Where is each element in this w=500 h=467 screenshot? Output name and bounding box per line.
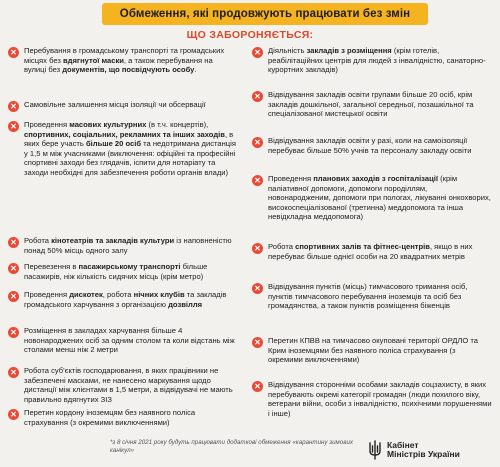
- restriction-text: Робота суб'єктів господарювання, в яких працівники не забезпечені масками, не нанесено маркування щодо дистанції між клієнтами в 1,5 метри, а відвідувачі не мають правильно вдягнутих ЗІЗ: [24, 366, 233, 404]
- trident-icon: [368, 440, 382, 460]
- restriction-text: Проведення дискотек, робота нічних клубів та закладів громадського харчування з організацією дозвілля: [24, 290, 227, 309]
- restriction-item: [252, 242, 492, 261]
- restriction-item: [252, 174, 492, 222]
- restriction-text: Робота кінотеатрів та закладів культури із наповненістю понад 50% місць одного залу: [24, 236, 232, 255]
- restriction-item: [252, 90, 492, 119]
- restriction-text: Перевезення в пасажирському транспорті більше пасажирів, ніж кількість сидячих місць (крім метро): [24, 262, 208, 281]
- restriction-item: [8, 262, 236, 281]
- restriction-text: Самовільне залишення місця ізоляції чи обсервації: [24, 100, 206, 109]
- x-circle-icon: ✕: [8, 263, 19, 274]
- restriction-text: Перебування в громадському транспорті та громадських місцях без вдягнутої маски, а також перебування на вулиці без документів, що посвідчують особу.: [24, 46, 225, 75]
- section-subtitle: ЩО ЗАБОРОНЯЄТЬСЯ:: [186, 29, 314, 41]
- restriction-item: [8, 46, 236, 75]
- restriction-text: Відвідування сторонніми особами закладів соцзахисту, в яких перебувають окремі категорії громадян (люди похилого віку, ветерани війни, особи з інвалідністю, психічними порушеннями і інше): [268, 380, 492, 418]
- restriction-text: Проведення масових культурних (в т.ч. концертів), спортивних, соціальних, рекламних та інших заходів, в яких бере участь більше 20 осіб та недотримана дистанція у 1,5 м між учасниками (виключення: офіційні та професійні спортивні заходи без глядачів, іспити для нотаріату та заходи необхідні для забезпечення роботи органів влади): [24, 120, 236, 177]
- restriction-text: Розміщення в закладах харчування більше 4 новонароджених осіб за одним столом та коли відстань між столами менш ніж 2 метри: [24, 326, 235, 355]
- restriction-item: [8, 290, 236, 309]
- x-circle-icon: ✕: [8, 327, 19, 338]
- restriction-text: Діяльність закладів з розміщення (крім готелів, реабілітаційних центрів для людей з інвалідністю, санаторно-курортних закладів): [268, 46, 486, 75]
- x-circle-icon: ✕: [8, 367, 19, 378]
- restriction-item: [8, 100, 236, 112]
- restriction-item: [8, 236, 236, 255]
- restriction-item: [252, 136, 492, 155]
- x-circle-icon: ✕: [252, 381, 263, 392]
- x-circle-icon: ✕: [252, 47, 263, 58]
- restriction-text: Відвідування пунктів (місць) тимчасового тримання осіб, пунктів тимчасового перебування іноземців та осіб без громадянства, а також пунктів розміщення біженців: [268, 282, 468, 311]
- x-circle-icon: ✕: [252, 137, 263, 148]
- restriction-item: [8, 408, 236, 427]
- footnote: *з 8 січня 2021 року будуть працювати додаткові обмеження «карантину зимових канікул»: [110, 439, 354, 454]
- logo-line-1: Кабінет: [387, 439, 419, 450]
- x-circle-icon: ✕: [252, 175, 263, 186]
- restriction-item: [252, 380, 492, 418]
- x-circle-icon: ✕: [252, 283, 263, 294]
- restriction-item: [8, 120, 236, 178]
- x-circle-icon: ✕: [8, 47, 19, 58]
- x-circle-icon: ✕: [8, 121, 19, 132]
- x-circle-icon: ✕: [8, 291, 19, 302]
- x-circle-icon: ✕: [252, 337, 263, 348]
- restriction-item: [252, 282, 492, 311]
- x-circle-icon: ✕: [8, 237, 19, 248]
- restriction-item: [252, 46, 492, 75]
- cabinet-logo: [368, 440, 460, 460]
- restriction-text: Перетин КПВВ на тимчасово окуповані території ОРДЛО та Крим іноземцями без наявного поліса страхування (з окремими виключеннями): [268, 336, 479, 365]
- restriction-text: Проведення планових заходів з госпіталізації (крім паліативної допомоги, допомоги породіллям, новонародженим, допомоги при пологах, лікуванні онкохворих, високоспеціалізованої (третинна) меддопомога та інша невідкладна меддопомога): [268, 174, 491, 222]
- restriction-item: [252, 336, 492, 365]
- restriction-text: Відвідування закладів освіти у разі, коли на самоізоляції перебуває більше 50% учнів та персоналу закладу освіти: [268, 136, 472, 155]
- logo-line-2: Міністрів України: [387, 449, 460, 459]
- title-banner: [102, 3, 428, 25]
- x-circle-icon: ✕: [252, 243, 263, 254]
- x-circle-icon: ✕: [8, 409, 19, 420]
- restriction-text: Робота спортивних залів та фітнес-центрів, якщо в них перебуває більше однієї особи на 20 квадратних метрів: [268, 242, 473, 261]
- cabinet-logo-text: [387, 441, 460, 460]
- x-circle-icon: ✕: [8, 101, 19, 112]
- x-circle-icon: ✕: [252, 91, 263, 102]
- restriction-item: [8, 326, 236, 355]
- restriction-text: Перетин кордону іноземцям без наявного поліса страхування (з окремими виключеннями): [24, 408, 196, 427]
- restriction-text: Відвідування закладів освіти групами більше 20 осіб, крім закладів дошкільної, загальної середньої, позашкільної та спеціалізованої мистецької освіти: [268, 90, 474, 119]
- restriction-item: [8, 366, 236, 404]
- page-title: Обмеження, які продовжують працювати без змін: [119, 8, 411, 20]
